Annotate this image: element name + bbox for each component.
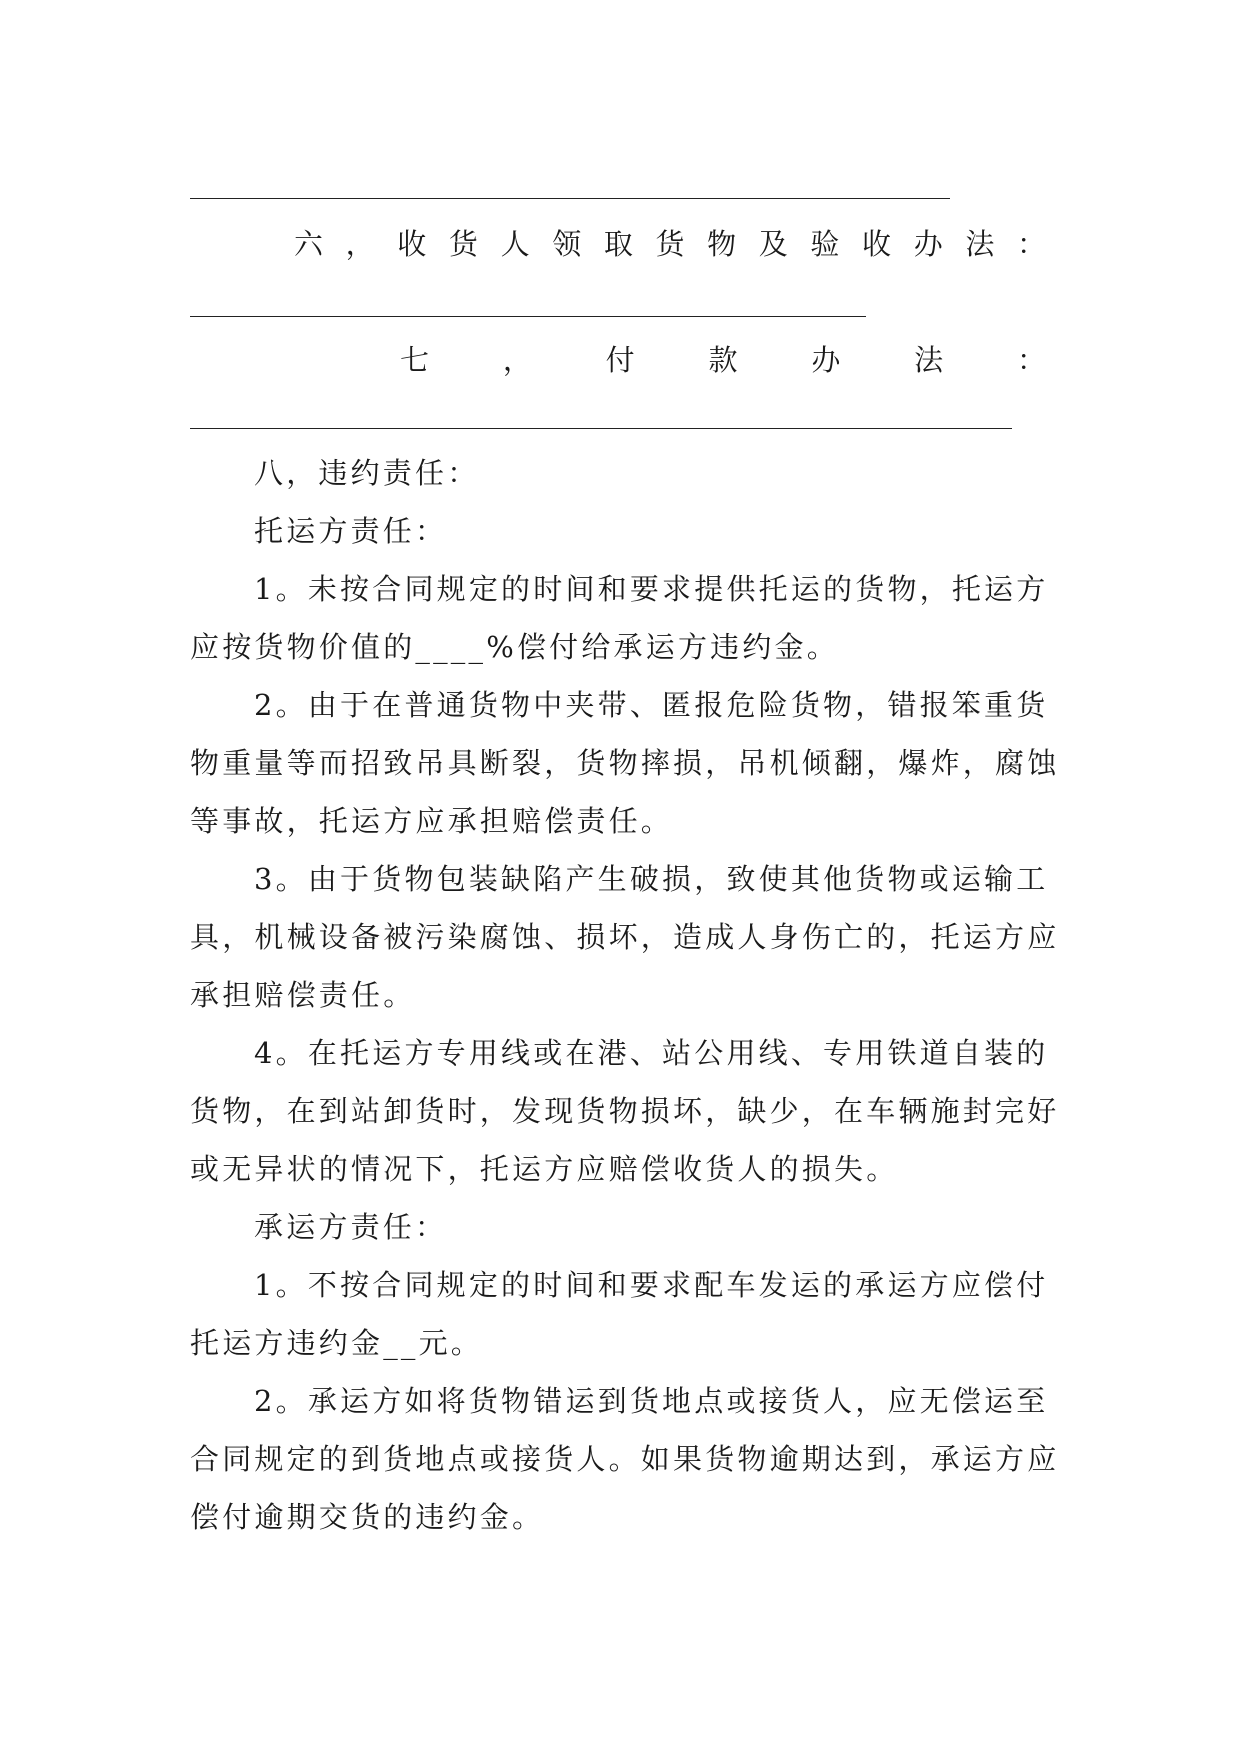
blank-line-1 <box>190 198 950 199</box>
section-seven-heading: 七 ， 付 款 办 法 ： <box>400 343 1046 377</box>
blank-line-2 <box>190 316 866 317</box>
blank-line-3 <box>190 428 1012 429</box>
section-six-heading: 六 ， 收 货 人 领 取 货 物 及 验 收 办 法 ： <box>294 227 1046 261</box>
consignor-heading: 托运方责任： <box>254 514 448 548</box>
consignor-item-2: 2。由于在普通货物中夹带、匿报危险货物，错报笨重货物重量等而招致吊具断裂，货物摔损，吊机倾翻，爆炸，腐蚀等事故，托运方应承担赔偿责任。 <box>190 688 1060 838</box>
consignor-item-3: 3。由于货物包装缺陷产生破损，致使其他货物或运输工具，机械设备被污染腐蚀、损坏，造成人身伤亡的，托运方应承担赔偿责任。 <box>190 862 1060 1012</box>
consignor-item-1: 1。未按合同规定的时间和要求提供托运的货物，托运方应按货物价值的____%偿付给承运方违约金。 <box>190 572 1049 664</box>
consignor-item-4: 4。在托运方专用线或在港、站公用线、专用铁道自装的货物，在到站卸货时，发现货物损坏，缺少，在车辆施封完好或无异状的情况下，托运方应赔偿收货人的损失。 <box>190 1036 1060 1186</box>
carrier-item-2: 2。承运方如将货物错运到货地点或接货人，应无偿运至合同规定的到货地点或接货人。如果货物逾期达到，承运方应偿付逾期交货的违约金。 <box>190 1384 1060 1534</box>
carrier-item-1: 1。不按合同规定的时间和要求配车发运的承运方应偿付托运方违约金__元。 <box>190 1268 1049 1360</box>
section-eight-heading: 八，违约责任： <box>254 456 480 490</box>
carrier-heading: 承运方责任： <box>254 1210 448 1244</box>
